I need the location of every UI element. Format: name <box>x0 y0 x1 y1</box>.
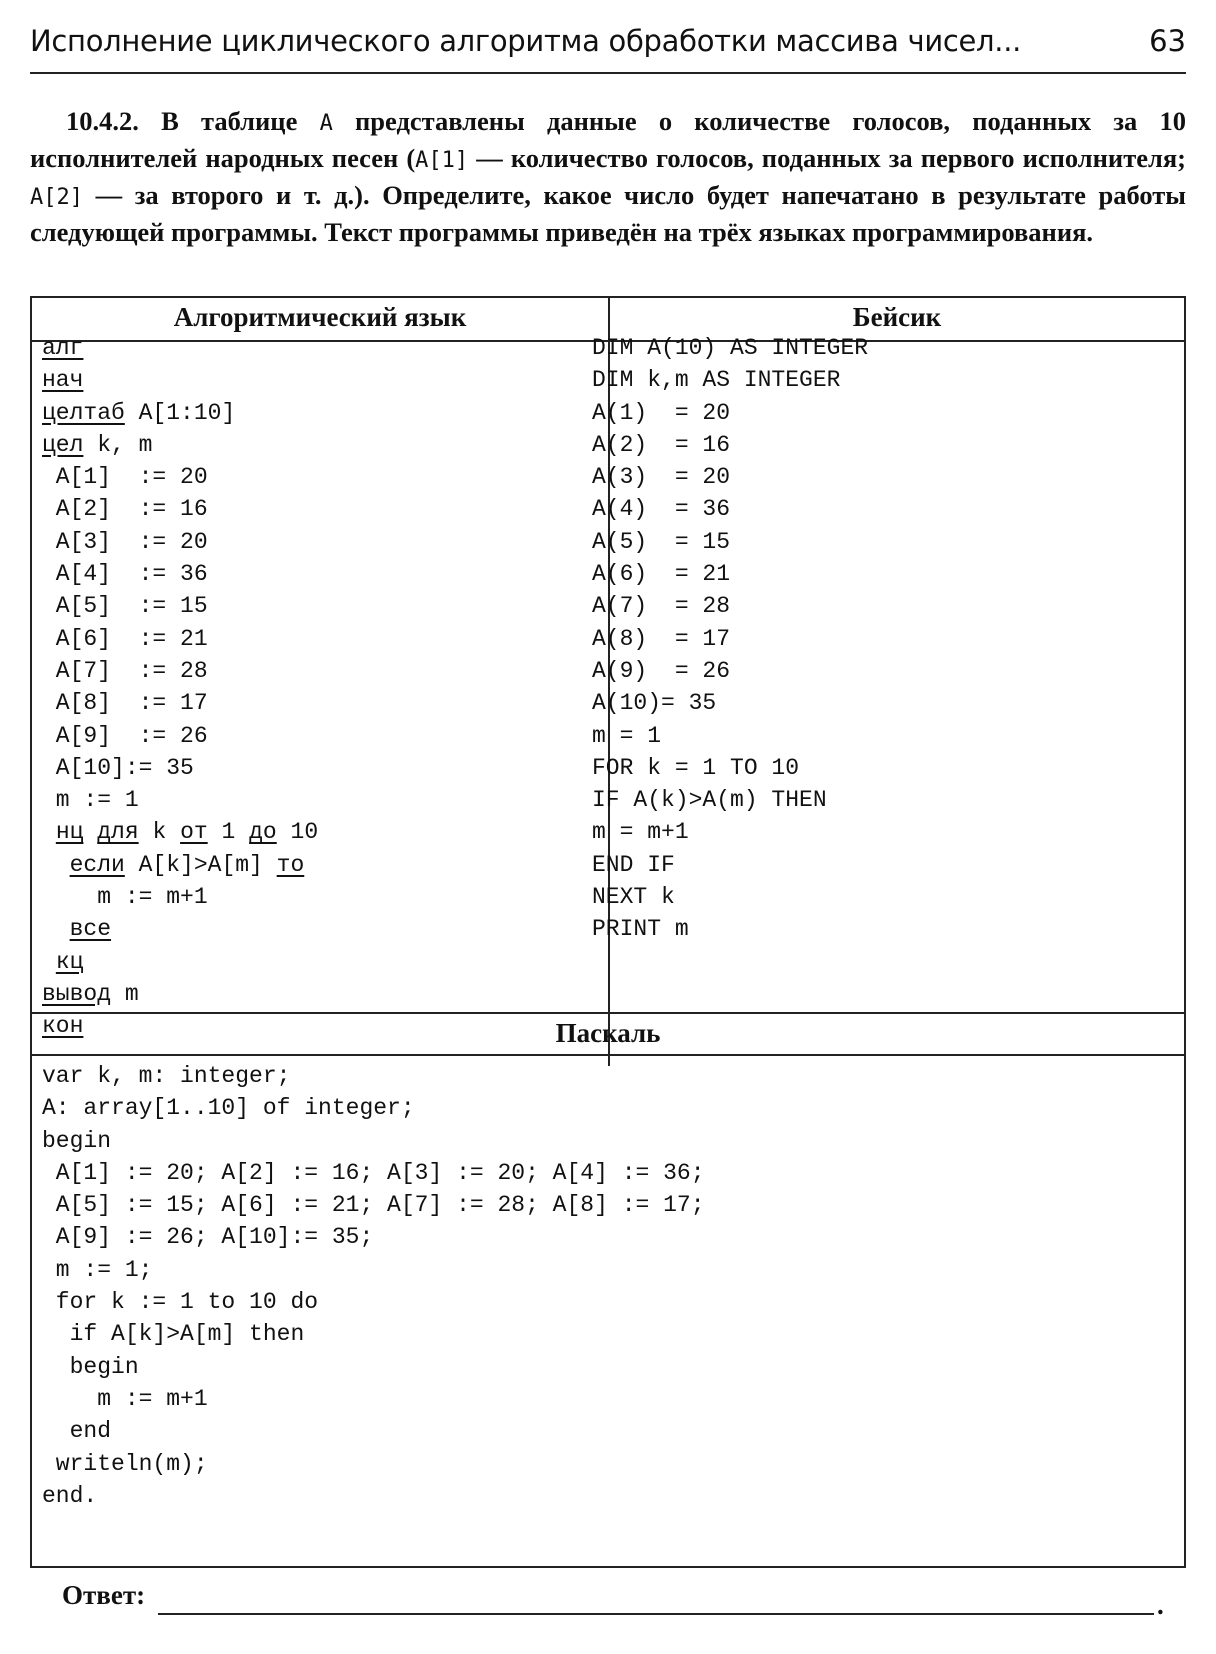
inline-code: A[2] <box>30 185 83 210</box>
answer-period: . <box>1157 1590 1164 1620</box>
basic-language-header: Бейсик <box>852 302 942 332</box>
header-divider <box>30 72 1186 74</box>
problem-text-part: представлены данные о количестве голосов, поданных за 10 исполнителей народных песен ( <box>30 106 1186 173</box>
basic-code-block: DIM A(10) AS INTEGER DIM k,m AS INTEGER A(1) = 20 A(2) = 16 A(3) = 20 A(4) = 36 A(5) = 15 A(6) = 21 A(7) = 28 A(8) = 17 A(9) = 26 A(10)= 35 m = 1 FOR k = 1 TO 10 IF A(k)>A(m) THEN m = m+1 END IF NEXT k PRINT m <box>592 335 869 943</box>
answer-input-line[interactable] <box>158 1613 1154 1615</box>
inline-code: A <box>319 111 333 136</box>
problem-text-part: В таблице <box>161 106 298 136</box>
pascal-header-divider <box>32 1054 1184 1056</box>
pascal-language-header: Паскаль <box>555 1018 661 1048</box>
pascal-code-block: var k, m: integer; A: array[1..10] of integer; begin A[1] := 20; A[2] := 16; A[3] := 20; A[4] := 36; A[5] := 15; A[6] := 21; A[7] := 28; A[8] := 17; A[9] := 26; A[10]:= 35; m := 1; for k := 1 to 10 do if A[k]>A[m] then begin m := m+1 end writeln(m); end. <box>42 1063 705 1509</box>
problem-number: 10.4.2. <box>66 106 139 136</box>
algo-language-header: Алгоритмический язык <box>173 302 467 332</box>
page-number: 63 <box>1149 24 1186 58</box>
page-header-title: Исполнение циклического алгоритма обработки массива чисел... <box>30 24 1022 58</box>
program-table <box>30 296 1186 1568</box>
problem-text-part: — количество голосов, поданных за первого исполнителя; <box>476 143 1186 173</box>
problem-text-part: — за второго и т. д.). Определите, какое число будет напечатано в результате работы следующей программы. Текст программы приведён на трёх языках программирования. <box>30 180 1186 247</box>
inline-code: A[1] <box>415 148 469 173</box>
problem-statement <box>30 104 1186 250</box>
algo-code-block: алг нач целтаб A[1:10] цел k, m A[1] := 20 A[2] := 16 A[3] := 20 A[4] := 36 A[5] := 15 A[6] := 21 A[7] := 28 A[8] := 17 A[9] := 26 A[10]:= 35 m := 1 нц для k от 1 до 10 если A[k]>A[m] то m := m+1 все кц вывод m кон <box>42 335 319 1040</box>
answer-label: Ответ: <box>62 1580 146 1610</box>
